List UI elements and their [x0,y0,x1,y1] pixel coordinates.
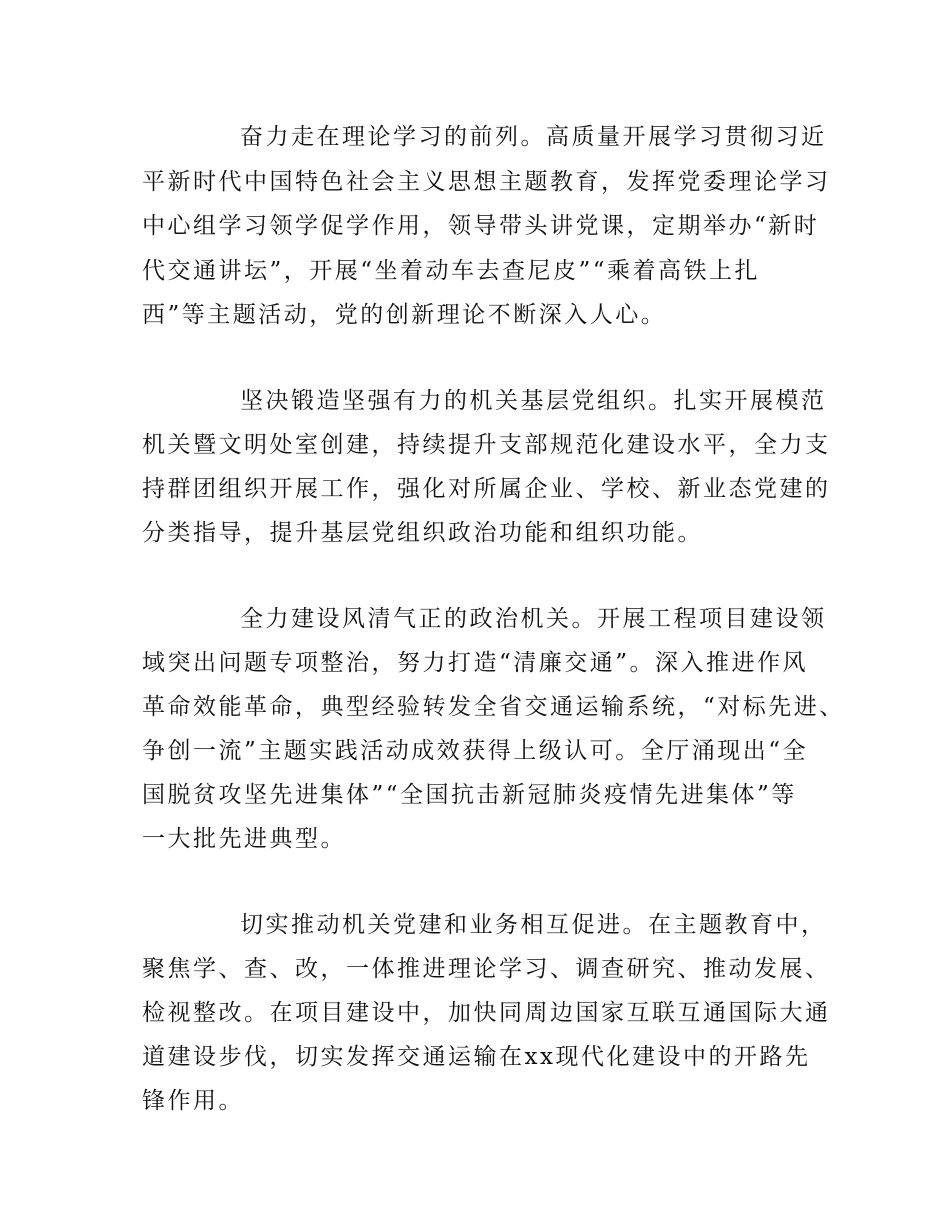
paragraph-line: 坚决锻造坚强有力的机关基层党组织。扎实开展模范 [240,388,827,414]
paragraph-line: 切实推动机关党建和业务相互促进。在主题教育中， [240,912,827,938]
paragraph-line: 争创一流”主题实践活动成效获得上级认可。全厅涌现出“全 [142,738,809,764]
paragraph-line: 聚焦学、查、改，一体推进理论学习、调查研究、推动发展、 [142,956,831,982]
paragraph-line: 分类指导，提升基层党组织政治功能和组织功能。 [142,520,703,546]
paragraph-line: 一大批先进典型。 [142,826,346,852]
paragraph-line: 道建设步伐，切实发挥交通运输在xx现代化建设中的开路先 [142,1044,811,1070]
paragraph-line: 革命效能革命，典型经验转发全省交通运输系统，“对标先进、 [142,694,845,720]
paragraph-line: 全力建设风清气正的政治机关。开展工程项目建设领 [240,606,827,632]
paragraph-line: 机关暨文明处室创建，持续提升支部规范化建设水平，全力支 [142,432,831,458]
paragraph-line: 检视整改。在项目建设中，加快同周边国家互联互通国际大通 [142,1000,831,1026]
paragraph-line: 域突出问题专项整治，努力打造“清廉交通”。深入推进作风 [142,650,809,676]
paragraph-line: 中心组学习领学促学作用，领导带头讲党课，定期举办“新时 [142,213,820,239]
paragraph-line: 持群团组织开展工作，强化对所属企业、学校、新业态党建的 [142,476,831,502]
paragraph-line: 西”等主题活动，党的创新理论不断深入人心。 [142,302,667,328]
paragraph-line: 锋作用。 [142,1088,244,1114]
paragraph-line: 代交通讲坛”，开展“坐着动车去查尼皮”“乘着高铁上扎 [142,258,761,284]
paragraph-line: 平新时代中国特色社会主义思想主题教育，发挥党委理论学习 [142,169,831,195]
paragraph-line: 奋力走在理论学习的前列。高质量开展学习贯彻习近 [240,124,827,150]
paragraph-line: 国脱贫攻坚先进集体”“全国抗击新冠肺炎疫情先进集体”等 [142,782,797,808]
